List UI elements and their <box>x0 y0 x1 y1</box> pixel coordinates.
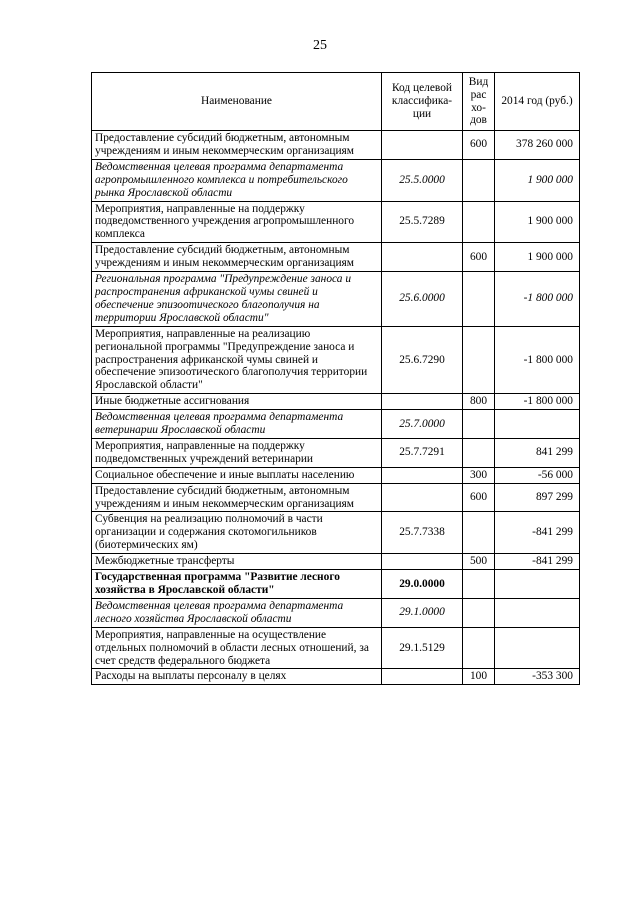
vid-cell: 800 <box>463 394 495 410</box>
name-cell: Субвенция на реализацию полномочий в части организации и содержания скотомогильников (биотермических ям) <box>92 512 382 554</box>
code-cell: 25.5.0000 <box>382 159 463 201</box>
sum-cell: 1 900 000 <box>495 201 580 243</box>
code-cell <box>382 243 463 272</box>
code-cell: 29.1.0000 <box>382 598 463 627</box>
vid-cell: 100 <box>463 669 495 685</box>
sum-cell <box>495 410 580 439</box>
table-row <box>92 159 580 201</box>
name-cell: Расходы на выплаты персоналу в целях <box>92 669 382 685</box>
vid-cell <box>463 438 495 467</box>
page-number: 25 <box>313 38 327 53</box>
vid-cell: 500 <box>463 554 495 570</box>
table-row <box>92 243 580 272</box>
name-cell: Мероприятия, направленные на реализацию региональной программы "Предупреждение заноса и распространения африканской чумы свиней и обеспечение эпизоотического благополучия территории Ярославской области" <box>92 326 382 394</box>
vid-cell <box>463 201 495 243</box>
code-cell <box>382 483 463 512</box>
sum-cell: -1 800 000 <box>495 394 580 410</box>
sum-cell: -56 000 <box>495 467 580 483</box>
code-cell <box>382 467 463 483</box>
vid-cell <box>463 326 495 394</box>
table-row <box>92 512 580 554</box>
table-row <box>92 326 580 394</box>
header-name: Наименование <box>92 73 382 131</box>
sum-cell: 841 299 <box>495 438 580 467</box>
code-cell: 25.6.7290 <box>382 326 463 394</box>
table-row <box>92 467 580 483</box>
sum-cell: 378 260 000 <box>495 131 580 160</box>
table-row <box>92 483 580 512</box>
table-row <box>92 627 580 669</box>
code-cell: 25.5.7289 <box>382 201 463 243</box>
code-cell: 29.0.0000 <box>382 570 463 599</box>
vid-cell <box>463 598 495 627</box>
sum-cell: -353 300 <box>495 669 580 685</box>
header-code: Код целевой классифика-ции <box>382 73 463 131</box>
header-vid: Вид рас хо-дов <box>463 73 495 131</box>
code-cell: 29.1.5129 <box>382 627 463 669</box>
name-cell: Государственная программа "Развитие лесного хозяйства в Ярославской области" <box>92 570 382 599</box>
code-cell <box>382 554 463 570</box>
name-cell: Мероприятия, направленные на осуществление отдельных полномочий в области лесных отношений, за счет средств федерального бюджета <box>92 627 382 669</box>
name-cell: Мероприятия, направленные на поддержку подведомственных учреждений ветеринарии <box>92 438 382 467</box>
sum-cell: 1 900 000 <box>495 243 580 272</box>
vid-cell <box>463 570 495 599</box>
code-cell: 25.6.0000 <box>382 272 463 327</box>
sum-cell <box>495 598 580 627</box>
table-row <box>92 201 580 243</box>
vid-cell <box>463 272 495 327</box>
table-row <box>92 570 580 599</box>
table-row <box>92 131 580 160</box>
table-row <box>92 272 580 327</box>
header-sum: 2014 год (руб.) <box>495 73 580 131</box>
table-row <box>92 394 580 410</box>
table-body <box>92 131 580 685</box>
name-cell: Региональная программа "Предупреждение заноса и распространения африканской чумы свиней и обеспечение эпизоотического благополучия на территории Ярославской области" <box>92 272 382 327</box>
sum-cell: 897 299 <box>495 483 580 512</box>
sum-cell: 1 900 000 <box>495 159 580 201</box>
sum-cell: -841 299 <box>495 554 580 570</box>
name-cell: Предоставление субсидий бюджетным, автономным учреждениям и иным некоммерческим организациям <box>92 243 382 272</box>
budget-table <box>91 72 580 685</box>
name-cell: Иные бюджетные ассигнования <box>92 394 382 410</box>
table-row <box>92 438 580 467</box>
vid-cell <box>463 512 495 554</box>
code-cell: 25.7.0000 <box>382 410 463 439</box>
vid-cell: 600 <box>463 483 495 512</box>
sum-cell <box>495 627 580 669</box>
name-cell: Предоставление субсидий бюджетным, автономным учреждениям и иным некоммерческим организациям <box>92 483 382 512</box>
code-cell: 25.7.7338 <box>382 512 463 554</box>
table-row <box>92 554 580 570</box>
vid-cell <box>463 159 495 201</box>
vid-cell <box>463 627 495 669</box>
vid-cell: 300 <box>463 467 495 483</box>
vid-cell: 600 <box>463 243 495 272</box>
table-row <box>92 669 580 685</box>
sum-cell: -841 299 <box>495 512 580 554</box>
name-cell: Ведомственная целевая программа департамента ветеринарии Ярославской области <box>92 410 382 439</box>
sum-cell <box>495 570 580 599</box>
vid-cell: 600 <box>463 131 495 160</box>
code-cell: 25.7.7291 <box>382 438 463 467</box>
table-header-row <box>92 73 580 131</box>
name-cell: Ведомственная целевая программа департамента лесного хозяйства Ярославской области <box>92 598 382 627</box>
name-cell: Ведомственная целевая программа департамента агропромышленного комплекса и потребительского рынка Ярославской области <box>92 159 382 201</box>
name-cell: Межбюджетные трансферты <box>92 554 382 570</box>
name-cell: Предоставление субсидий бюджетным, автономным учреждениям и иным некоммерческим организациям <box>92 131 382 160</box>
name-cell: Мероприятия, направленные на поддержку подведомственного учреждения агропромышленного комплекса <box>92 201 382 243</box>
table-row <box>92 410 580 439</box>
table-row <box>92 598 580 627</box>
vid-cell <box>463 410 495 439</box>
code-cell <box>382 394 463 410</box>
code-cell <box>382 669 463 685</box>
sum-cell: -1 800 000 <box>495 326 580 394</box>
sum-cell: -1 800 000 <box>495 272 580 327</box>
code-cell <box>382 131 463 160</box>
name-cell: Социальное обеспечение и иные выплаты населению <box>92 467 382 483</box>
